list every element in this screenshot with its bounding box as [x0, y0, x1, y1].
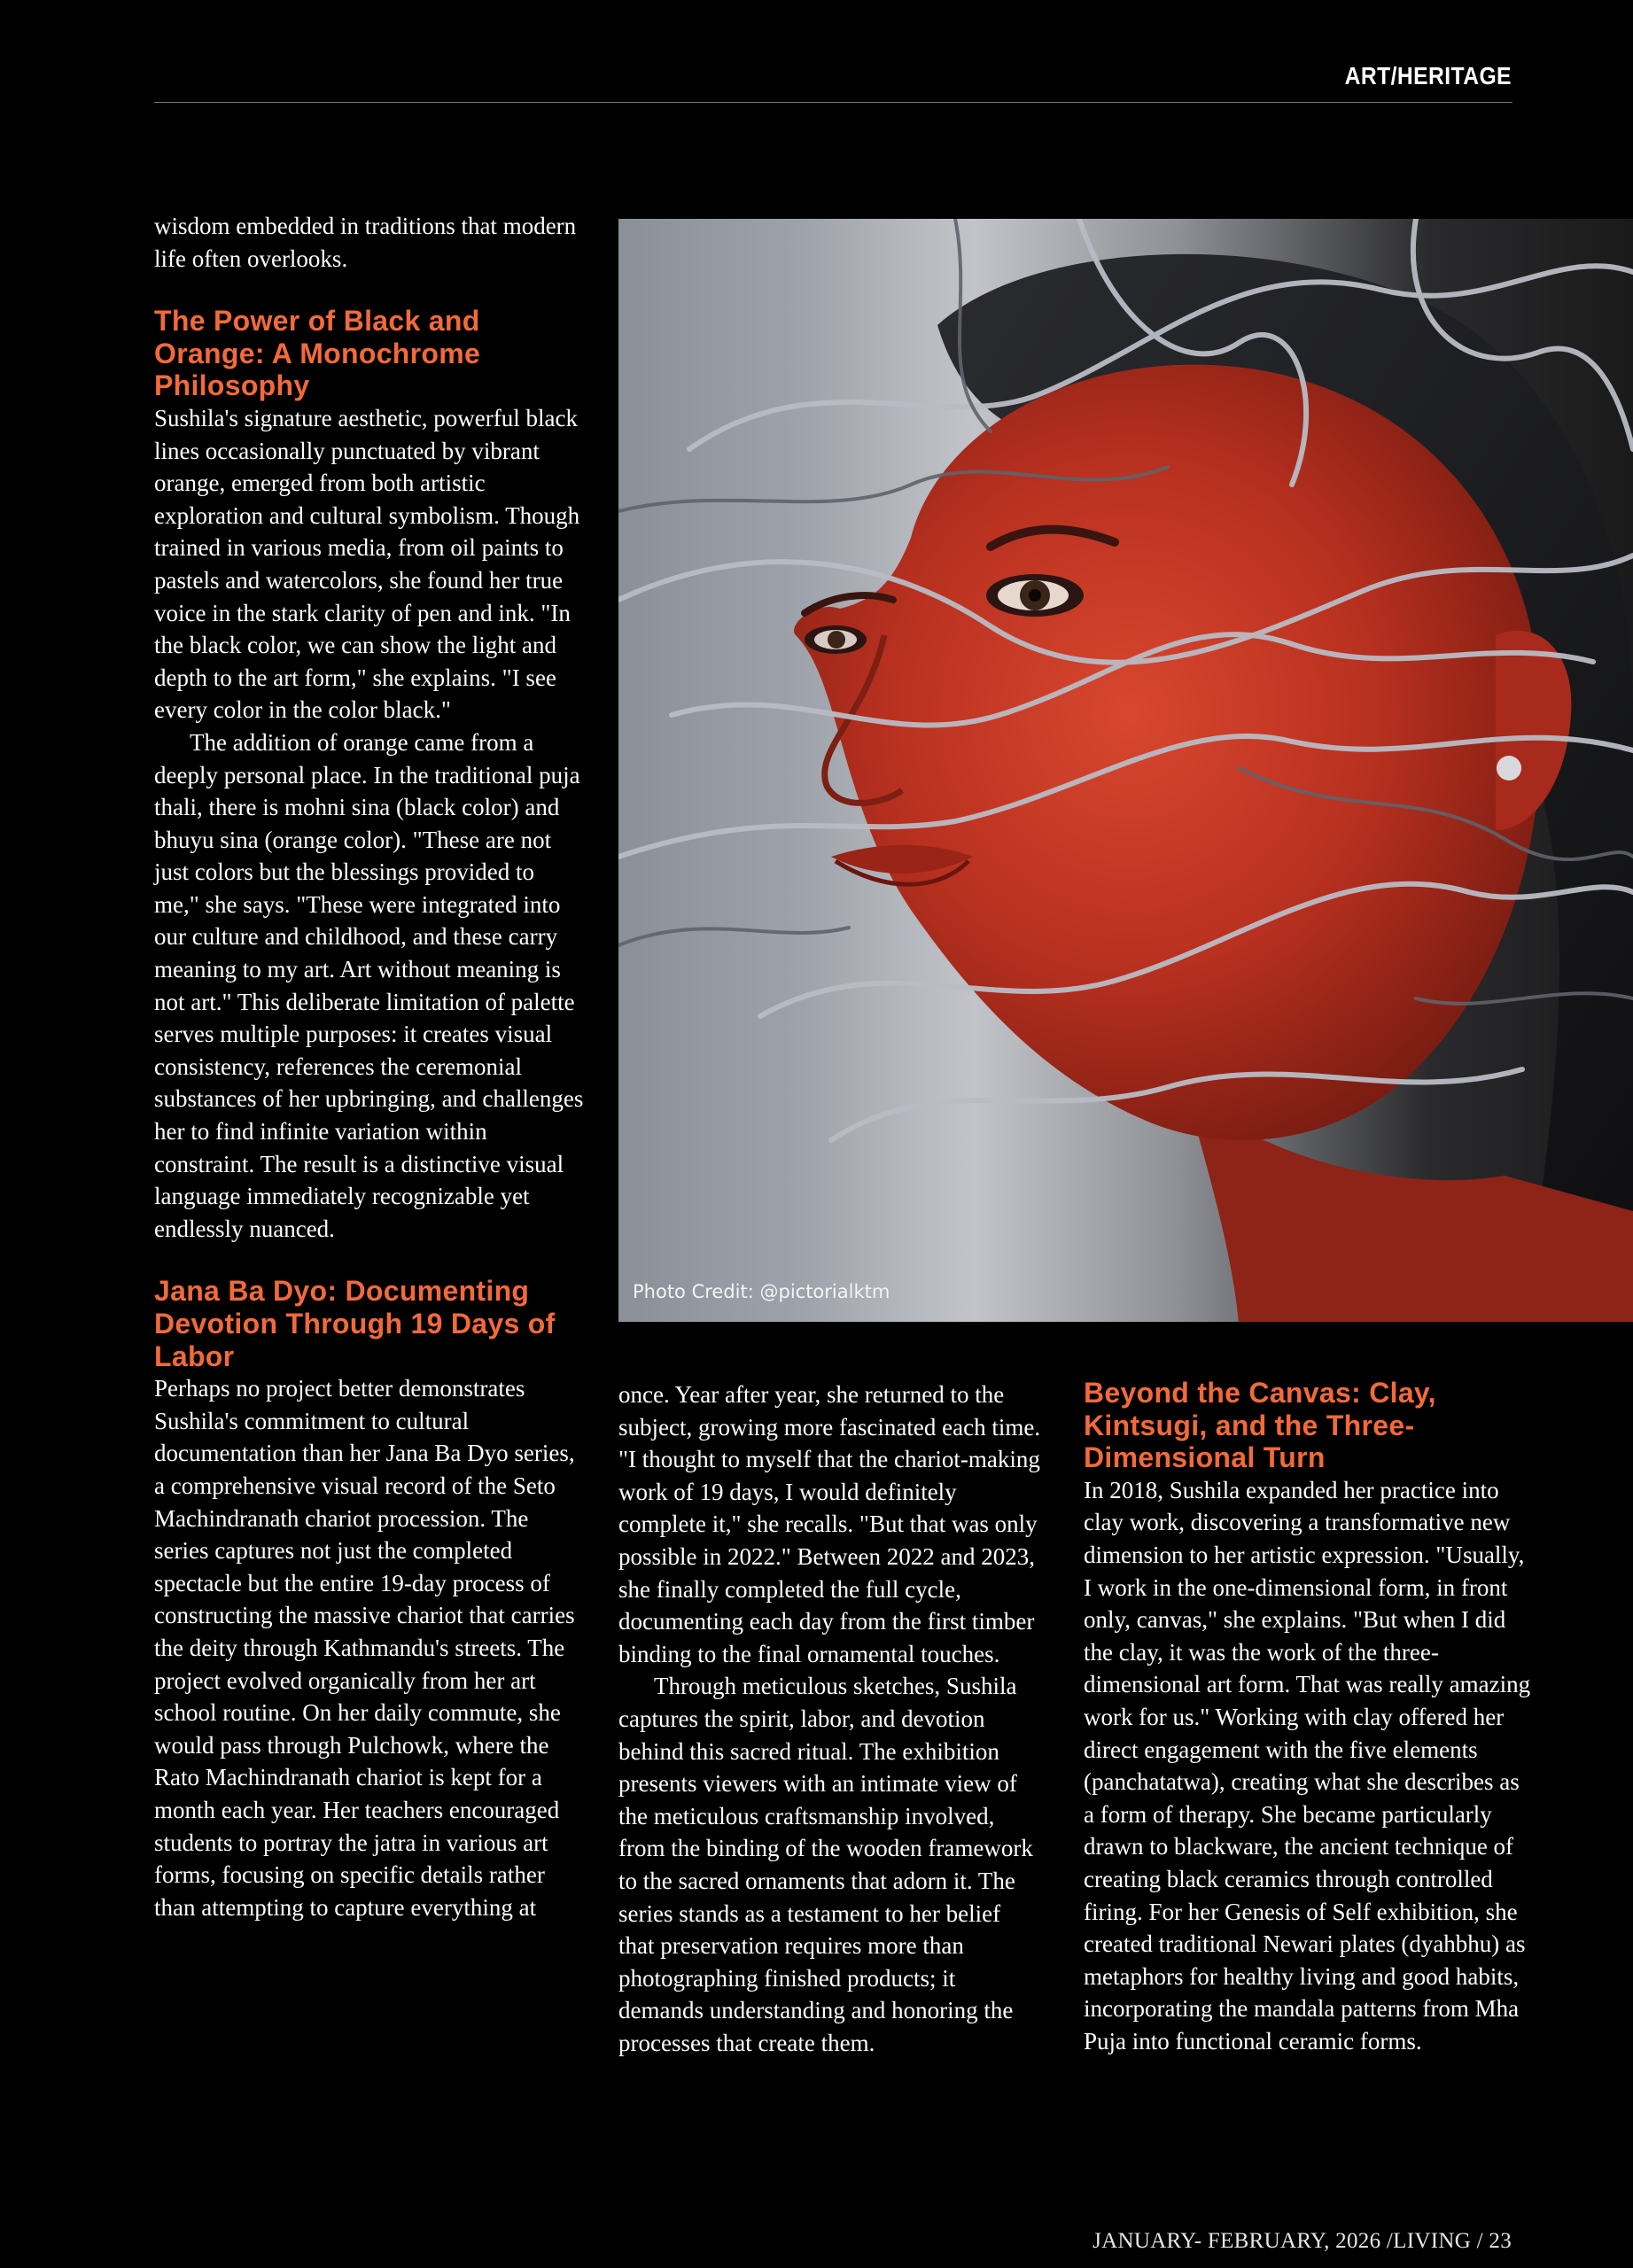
column-3 — [1084, 1377, 1531, 2057]
paragraph: once. Year after year, she returned to the subject, growing more fascinated each time. "I thought to myself that the chariot-making work of 19 days, I would definitely complete it," she recalls. "But that was only possible in 2022." Between 2022 and 2023, she finally completed the full cycle, documenting each day from the first timber binding to the final ornamental touches. — [618, 1381, 1041, 1667]
heading-beyond-the-canvas: Beyond the Canvas: Clay, Kintsugi, and the Three-Dimensional Turn — [1084, 1377, 1436, 1474]
section-tag: ART/HERITAGE — [1344, 62, 1512, 89]
paragraph: The addition of orange came from a deeply personal place. In the traditional puja thali, there is mohni sina (black color) and bhuyu sina (orange color). "These are not just colors but the blessings provided to me," she says. "These were integrated into our culture and childhood, and these carry meaning to my art. Art without meaning is not art." This deliberate limitation of palette serves multiple purposes: it creates visual consistency, references the ceremonial substances of her upbringing, and challenges her to find infinite variation within constraint. The result is a distinctive visual language immediately recognizable yet endlessly nuanced. — [154, 728, 584, 1242]
heading-jana-ba-dyo: Jana Ba Dyo: Documenting Devotion Through 19 Days of Labor — [154, 1275, 556, 1372]
header-rule — [154, 102, 1512, 103]
page-folio: JANUARY- FEBRUARY, 2026 /LIVING / 23 — [1093, 2229, 1512, 2253]
paragraph: Perhaps no project better demonstrates Sushila's commitment to cultural documentation than her Jana Ba Dyo series, a comprehensive visual record of the Seto Machindranath chariot procession. The series captures not just the completed spectacle but the entire 19-day process of constructing the massive chariot that carries the deity through Kathmandu's streets. The project evolved organically from her art school routine. On her daily commute, she would pass through Pulchowk, where the Rato Machindranath chariot is kept for a month each year. Her teachers encouraged students to portray the jatra in various art forms, focusing on specific details rather than attempting to capture everything at — [154, 1375, 575, 1921]
portrait-illustration — [618, 219, 1633, 1322]
paragraph: Through meticulous sketches, Sushila captures the spirit, labor, and devotion behind this sacred ritual. The exhibition presents viewers with an intimate view of the meticulous craftsmanship involved, from the binding of the wooden framework to the sacred ornaments that adorn it. The series stands as a testament to her belief that preservation requires more than photographing finished products; it demands understanding and honoring the processes that create them. — [618, 1673, 1033, 2056]
heading-power-of-black-and-orange: The Power of Black and Orange: A Monochrome Philosophy — [154, 305, 481, 402]
photo-credit: Photo Credit: @pictorialktm — [633, 1281, 890, 1302]
column-1 — [154, 210, 584, 1923]
intro-text: wisdom embedded in traditions that modern life often overlooks. — [154, 213, 577, 272]
paragraph: Sushila's signature aesthetic, powerful black lines occasionally punctuated by vibrant orange, emerged from both artistic exploration and cultural symbolism. Though trained in various media, from oil paints to pastels and watercolors, she found her true voice in the stark clarity of pen and ink. "In the black color, we can show the light and depth to the art form," she explains. "I see every color in the color black." — [154, 404, 580, 724]
paragraph: In 2018, Sushila expanded her practice into clay work, discovering a transformative new dimension to her artistic expression. "Usually, I work in the one-dimensional form, in front only, canvas," she explains. "But when I did the clay, it was the work of the three-dimensional art form. That was really amazing work for us." Working with clay offered her direct engagement with the five elements (panchatatwa), creating what she describes as a form of therapy. She became particularly drawn to blackware, the ancient technique of creating black ceramics through controlled firing. For her Genesis of Self exhibition, she created traditional Newari plates (dyahbhu) as metaphors for healthy living and good habits, incorporating the mandala patterns from Mha Puja into functional ceramic forms. — [1084, 1476, 1531, 2054]
portrait-photo — [618, 219, 1633, 1322]
column-2 — [618, 1379, 1042, 2059]
